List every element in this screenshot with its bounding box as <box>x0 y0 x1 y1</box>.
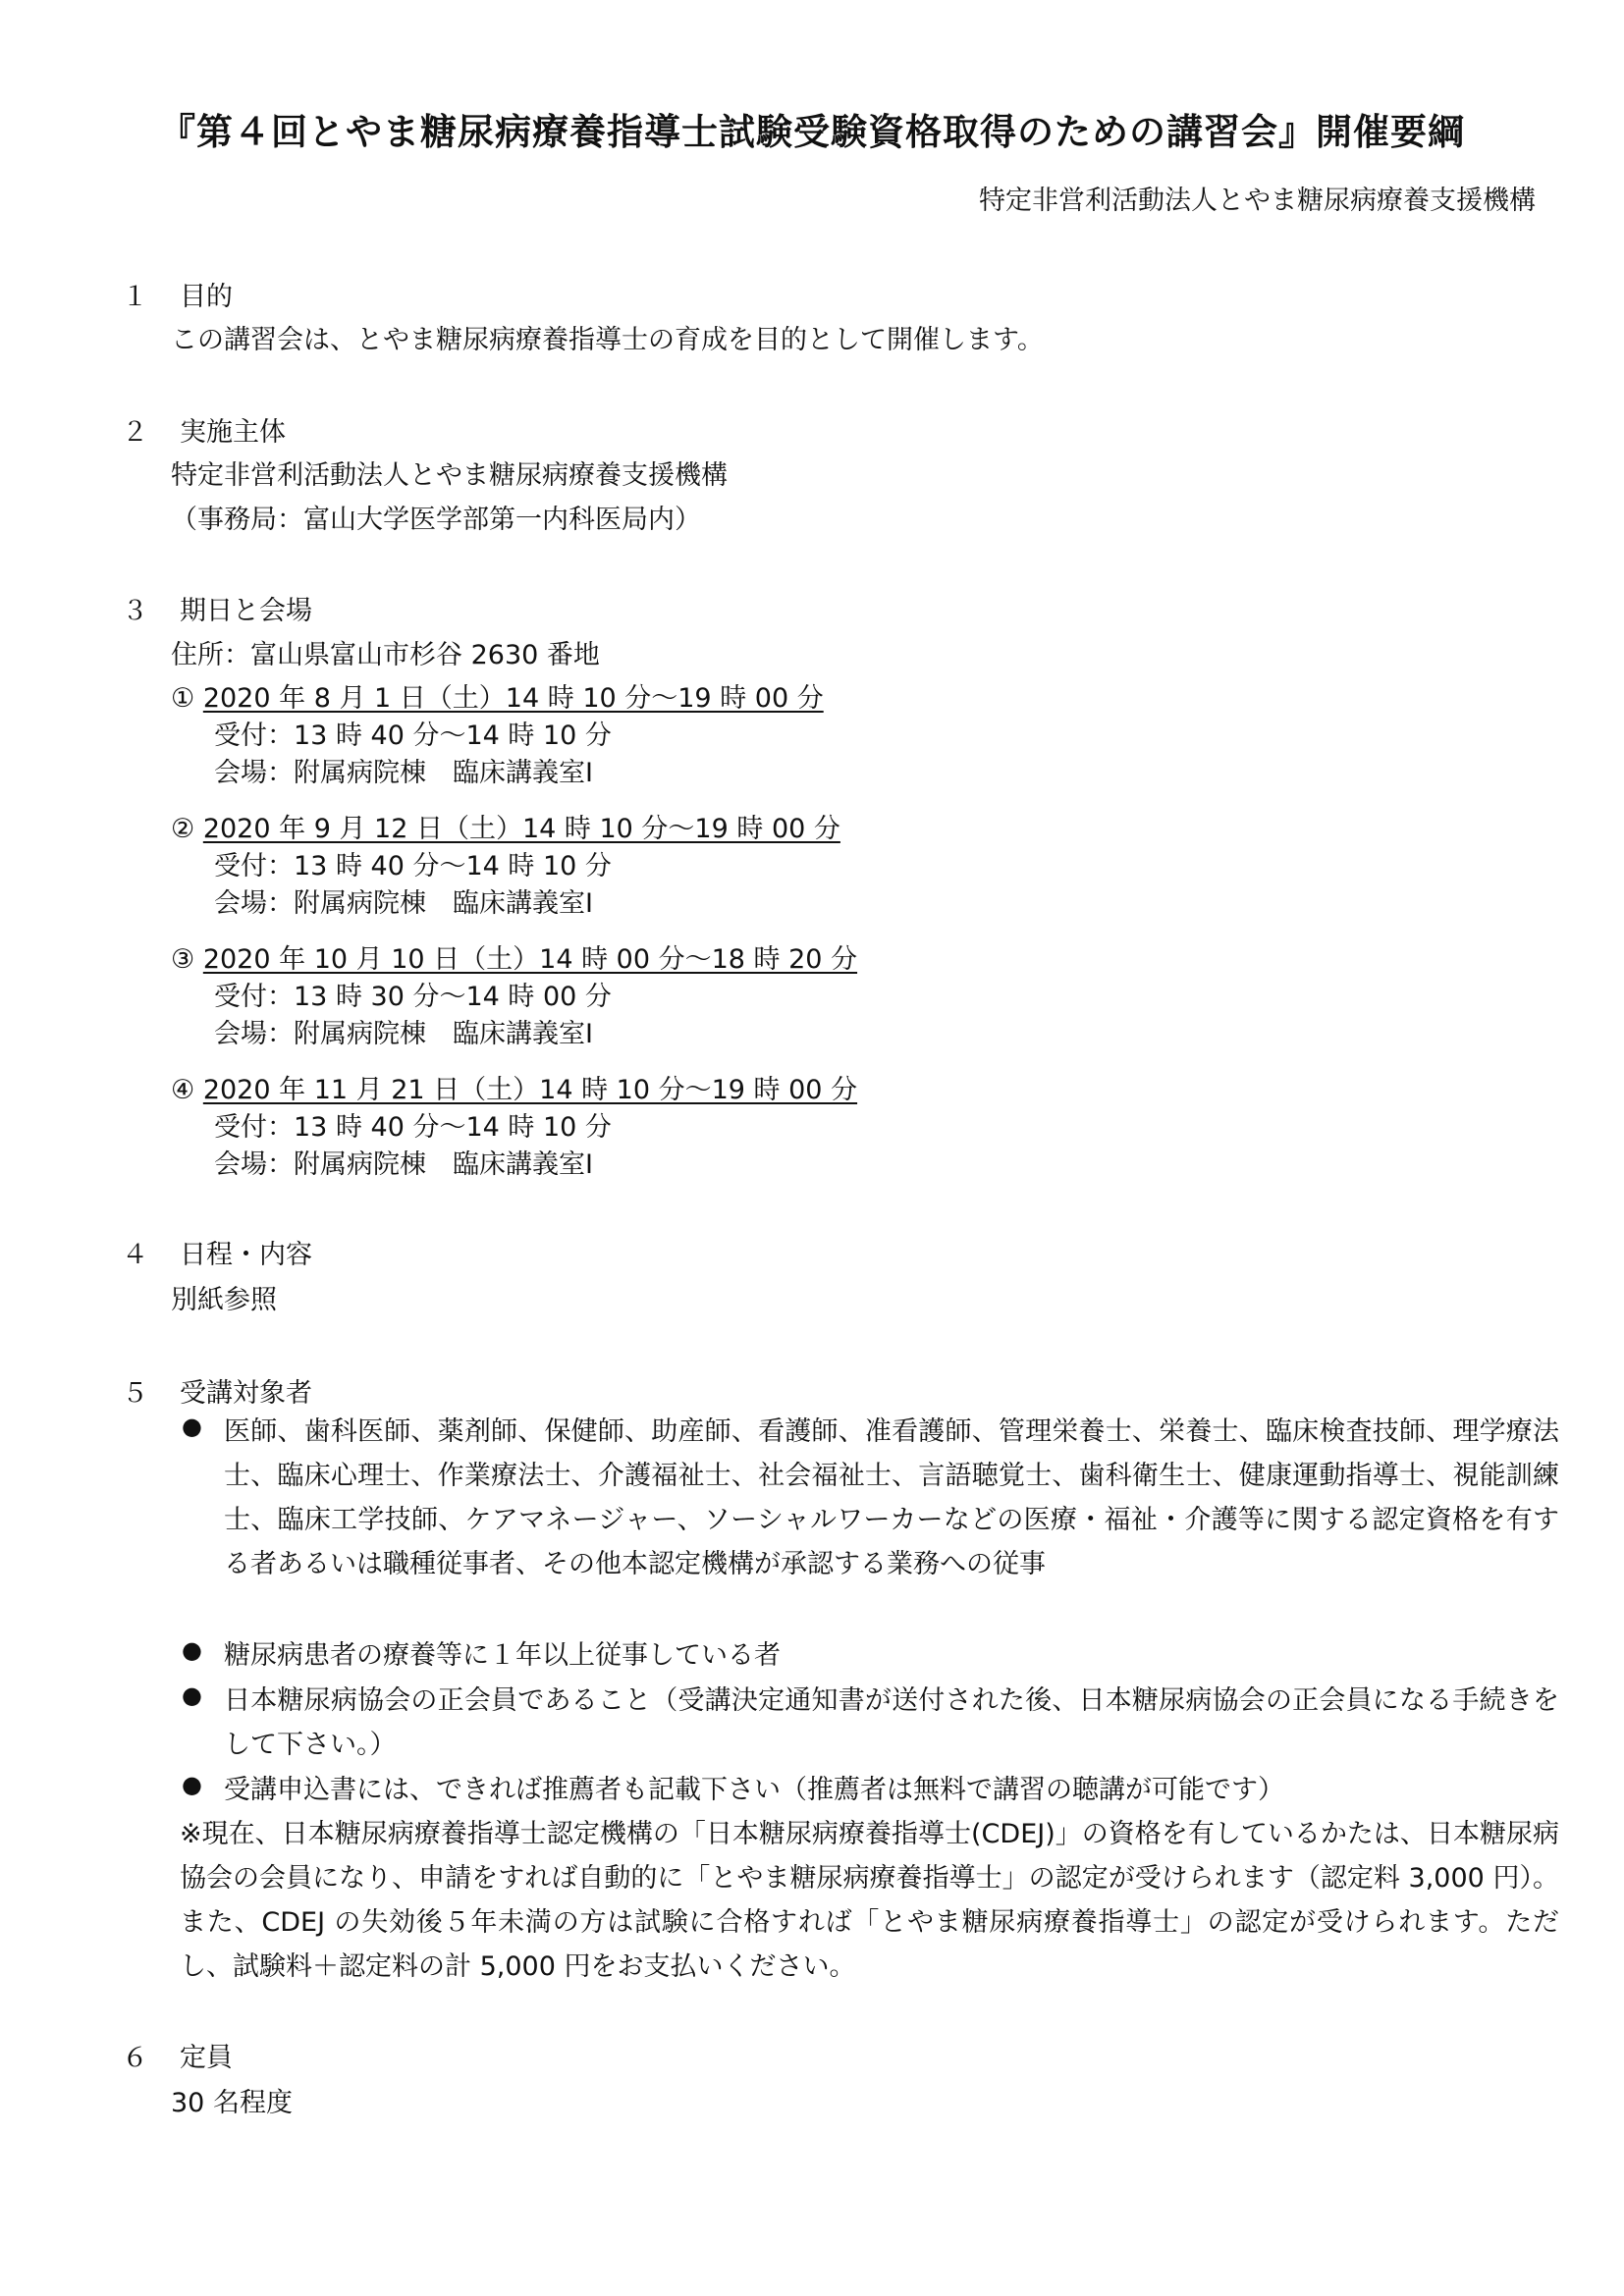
section-2-organizer: 特定非営利活動法人とやま糖尿病療養支援機構 <box>171 460 728 491</box>
session-2-reception: 受付：13 時 40 分～14 時 10 分 <box>214 851 612 881</box>
cdej-note: ※現在、日本糖尿病療養指導士認定機構の「日本糖尿病療養指導士(CDEJ)」の資格を有しているかたは、日本糖尿病協会の会員になり、申請をすれば自動的に「とやま糖尿病療養指導士」の認定が受けられます（認定料 3,000 円）。また、CDEJ の失効後５年未満の方は試験に合格すれば「とやま糖尿病療養指導士」の認定が受けられます。ただし、試験料＋認定料の計 5,000 円をお支払いください。 <box>180 1819 1559 1982</box>
eligibility-bullet-2: 糖尿病患者の療養等に１年以上従事している者 <box>224 1640 781 1671</box>
session-4-mark: ④ <box>171 1075 195 1105</box>
session-2-date <box>171 807 840 845</box>
section-6-heading: 定員 <box>180 2043 233 2073</box>
section-3-number: ３ <box>122 596 148 626</box>
session-3-venue: 会場：附属病院棟 臨床講義室Ⅰ <box>214 1019 593 1049</box>
session-1-date-text: 2020 年 8 月 1 日（土）14 時 10 分～19 時 00 分 <box>202 683 824 714</box>
capacity-text: 30 名程度 <box>171 2088 293 2118</box>
session-1-mark: ① <box>171 683 195 714</box>
section-2-heading: 実施主体 <box>180 417 286 448</box>
session-1-date <box>171 676 824 715</box>
section-3-heading: 期日と会場 <box>180 596 312 626</box>
section-1-number: １ <box>122 282 148 312</box>
venue-address: 住所：富山県富山市杉谷 2630 番地 <box>171 640 600 670</box>
session-2-date-text: 2020 年 9 月 12 日（土）14 時 10 分～19 時 00 分 <box>202 814 840 844</box>
organization-name: 特定非営利活動法人とやま糖尿病療養支援機構 <box>979 186 1536 216</box>
section-1-text: この講習会は、とやま糖尿病療養指導士の育成を目的として開催します。 <box>171 325 1044 355</box>
session-4-reception: 受付：13 時 40 分～14 時 10 分 <box>214 1112 612 1143</box>
eligibility-bullet-4: 受講申込書には、できれば推薦者も記載下さい（推薦者は無料で講習の聴講が可能です） <box>224 1775 1284 1805</box>
section-4-heading: 日程・内容 <box>180 1240 312 1270</box>
bullet-dot-icon: ● <box>182 1771 202 1798</box>
bullet-dot-icon: ● <box>182 1413 202 1440</box>
session-1-reception: 受付：13 時 40 分～14 時 10 分 <box>214 721 612 751</box>
document-title: 『第４回とやま糖尿病療養指導士試験受験資格取得のための講習会』開催要綱 <box>159 111 1465 153</box>
eligibility-bullet-1: 医師、歯科医師、薬剤師、保健師、助産師、看護師、准看護師、管理栄養士、栄養士、臨床検査技師、理学療法士、臨床心理士、作業療法士、介護福祉士、社会福祉士、言語聴覚士、歯科衛生士、健康運動指導士、視能訓練士、臨床工学技師、ケアマネージャー、ソーシャルワーカーなどの医療・福祉・介護等に関する認定資格を有する者あるいは職種従事者、その他本認定機構が承認する業務への従事 <box>224 1416 1559 1579</box>
section-5-number: ５ <box>122 1378 148 1409</box>
section-2-office: （事務局：富山大学医学部第一内科医局内） <box>171 505 701 535</box>
session-4-date <box>171 1068 857 1106</box>
session-3-date-text: 2020 年 10 月 10 日（土）14 時 00 分～18 時 20 分 <box>202 944 858 975</box>
session-4-venue: 会場：附属病院棟 臨床講義室Ⅰ <box>214 1149 593 1180</box>
bullet-dot-icon: ● <box>182 1682 202 1709</box>
eligibility-bullet-3: 日本糖尿病協会の正会員であること（受講決定通知書が送付された後、日本糖尿病協会の正会員になる手続きをして下さい。） <box>224 1685 1559 1760</box>
section-6-number: ６ <box>122 2043 148 2073</box>
session-2-mark: ② <box>171 814 195 844</box>
session-3-reception: 受付：13 時 30 分～14 時 00 分 <box>214 982 612 1012</box>
section-4-number: ４ <box>122 1240 148 1270</box>
section-1-heading: 目的 <box>180 282 233 312</box>
session-1-venue: 会場：附属病院棟 臨床講義室Ⅰ <box>214 758 593 788</box>
section-2-number: ２ <box>122 417 148 448</box>
bullet-dot-icon: ● <box>182 1636 202 1664</box>
session-3-mark: ③ <box>171 944 195 975</box>
section-5-heading: 受講対象者 <box>180 1378 312 1409</box>
session-2-venue: 会場：附属病院棟 臨床講義室Ⅰ <box>214 888 593 919</box>
section-4-text: 別紙参照 <box>171 1285 277 1315</box>
session-4-date-text: 2020 年 11 月 21 日（土）14 時 10 分～19 時 00 分 <box>202 1075 858 1105</box>
session-3-date <box>171 937 857 976</box>
